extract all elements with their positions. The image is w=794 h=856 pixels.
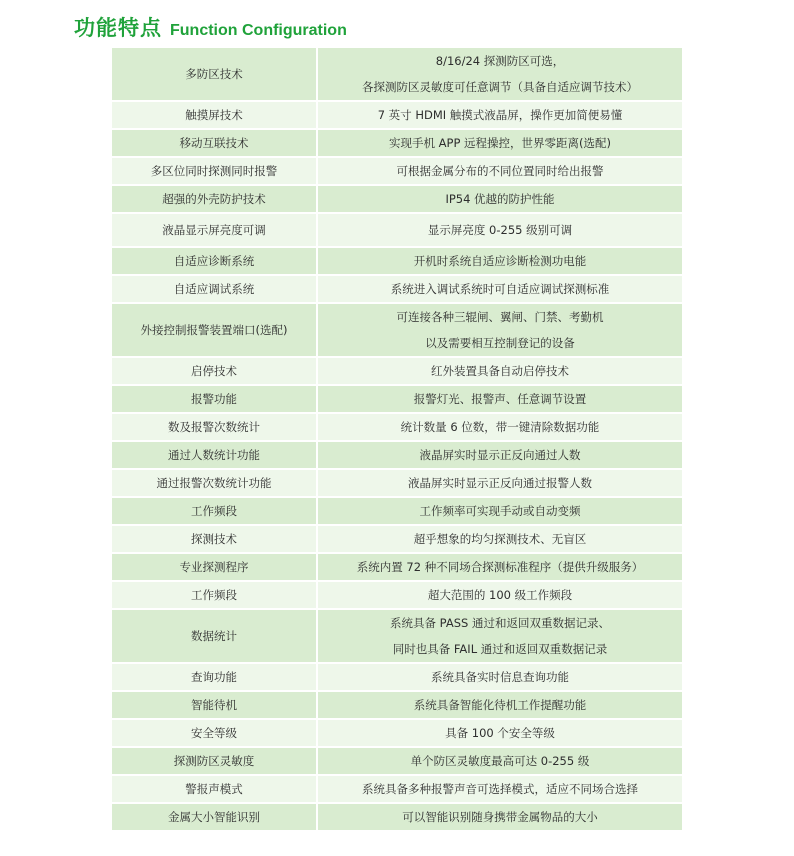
description-line: 工作频率可实现手动或自动变频 [419,504,581,518]
description-line: 报警灯光、报警声、任意调节设置 [413,392,587,406]
feature-name-cell: 移动互联技术 [111,129,317,157]
description-line: 同时也具备 FAIL 通过和返回双重数据记录 [392,642,608,656]
description-line: 系统进入调试系统时可自适应调试探测标准 [390,282,610,296]
table-row [111,247,683,275]
feature-name-cell: 外接控制报警装置端口(选配) [111,303,317,357]
table-row [111,47,683,101]
feature-name-cell: 多防区技术 [111,47,317,101]
table-row [111,413,683,441]
feature-description-cell [317,609,683,663]
table-row [111,553,683,581]
table-row [111,357,683,385]
feature-name-cell: 工作频段 [111,497,317,525]
description-line: 可以智能识别随身携带金属物品的大小 [402,810,598,824]
description-line: 统计数量 6 位数，带一键清除数据功能 [400,420,600,434]
feature-description-cell [317,247,683,275]
feature-name-cell: 工作频段 [111,581,317,609]
table-row [111,497,683,525]
description-line: 8/16/24 探测防区可选， [435,54,565,68]
feature-description-cell [317,691,683,719]
feature-name-cell: 液晶显示屏亮度可调 [111,213,317,247]
feature-name-cell: 启停技术 [111,357,317,385]
description-line: IP54 优越的防护性能 [445,192,555,206]
description-line: 可根据金属分布的不同位置同时给出报警 [396,164,604,178]
feature-name-cell: 专业探测程序 [111,553,317,581]
description-line: 以及需要相互控制登记的设备 [425,336,575,350]
table-row [111,213,683,247]
description-line: 超大范围的 100 级工作频段 [427,588,573,602]
feature-name-cell: 安全等级 [111,719,317,747]
feature-name-cell: 超强的外壳防护技术 [111,185,317,213]
feature-description-cell [317,803,683,831]
description-line: 单个防区灵敏度最高可达 0-255 级 [410,754,590,768]
feature-description-cell [317,719,683,747]
page-heading [74,12,347,42]
table-row [111,157,683,185]
description-line: 实现手机 APP 远程操控，世界零距离(选配) [388,136,612,150]
feature-table [110,46,684,832]
description-line: 系统具备 PASS 通过和返回双重数据记录、 [390,616,610,630]
table-row [111,385,683,413]
feature-name-cell: 通过报警次数统计功能 [111,469,317,497]
feature-description-cell [317,185,683,213]
description-line: 可连接各种三辊闸、翼闸、门禁、考勤机 [396,310,604,324]
feature-name-cell: 金属大小智能识别 [111,803,317,831]
heading-english: Function Configuration [170,22,347,39]
feature-name-cell: 探测技术 [111,525,317,553]
table-row [111,101,683,129]
feature-name-cell: 查询功能 [111,663,317,691]
table-row [111,441,683,469]
heading-chinese: 功能特点 [74,16,162,40]
description-line: 超乎想象的均匀探测技术、无盲区 [413,532,587,546]
feature-description-cell [317,441,683,469]
description-line: 液晶屏实时显示正反向通过报警人数 [408,476,592,490]
description-line: 各探测防区灵敏度可任意调节（具备自适应调节技术） [362,80,638,94]
description-line: 系统具备实时信息查询功能 [431,670,569,684]
description-line: 系统具备多种报警声音可选择模式，适应不同场合选择 [362,782,638,796]
feature-description-cell [317,47,683,101]
feature-name-cell: 警报声模式 [111,775,317,803]
table-row [111,747,683,775]
table-row [111,275,683,303]
feature-description-cell [317,213,683,247]
feature-name-cell: 自适应诊断系统 [111,247,317,275]
feature-name-cell: 通过人数统计功能 [111,441,317,469]
table-row [111,719,683,747]
table-row [111,303,683,357]
description-line: 液晶屏实时显示正反向通过人数 [419,448,581,462]
feature-name-cell: 智能待机 [111,691,317,719]
feature-description-cell [317,275,683,303]
feature-description-cell [317,129,683,157]
feature-name-cell: 触摸屏技术 [111,101,317,129]
feature-description-cell [317,747,683,775]
feature-description-cell [317,157,683,185]
table-row [111,185,683,213]
feature-description-cell [317,525,683,553]
feature-description-cell [317,497,683,525]
feature-description-cell [317,553,683,581]
table-row [111,775,683,803]
table-row [111,129,683,157]
feature-description-cell [317,413,683,441]
table-row [111,609,683,663]
feature-description-cell [317,101,683,129]
table-row [111,691,683,719]
feature-description-cell [317,303,683,357]
feature-name-cell: 多区位同时探测同时报警 [111,157,317,185]
description-line: 开机时系统自适应诊断检测功电能 [413,254,587,268]
description-line: 红外装置具备自动启停技术 [431,364,569,378]
feature-description-cell [317,775,683,803]
table-row [111,469,683,497]
description-line: 具备 100 个安全等级 [445,726,555,740]
feature-description-cell [317,663,683,691]
feature-description-cell [317,385,683,413]
table-row [111,581,683,609]
feature-description-cell [317,357,683,385]
table-row [111,663,683,691]
description-line: 7 英寸 HDMI 触摸式液晶屏，操作更加简便易懂 [377,108,623,122]
description-line: 系统具备智能化待机工作提醒功能 [413,698,587,712]
feature-name-cell: 数及报警次数统计 [111,413,317,441]
feature-name-cell: 自适应调试系统 [111,275,317,303]
description-line: 系统内置 72 种不同场合探测标准程序（提供升级服务） [356,560,644,574]
feature-name-cell: 报警功能 [111,385,317,413]
feature-description-cell [317,469,683,497]
table-row [111,803,683,831]
feature-name-cell: 数据统计 [111,609,317,663]
table-row [111,525,683,553]
feature-description-cell [317,581,683,609]
feature-name-cell: 探测防区灵敏度 [111,747,317,775]
description-line: 显示屏亮度 0-255 级别可调 [427,223,573,237]
